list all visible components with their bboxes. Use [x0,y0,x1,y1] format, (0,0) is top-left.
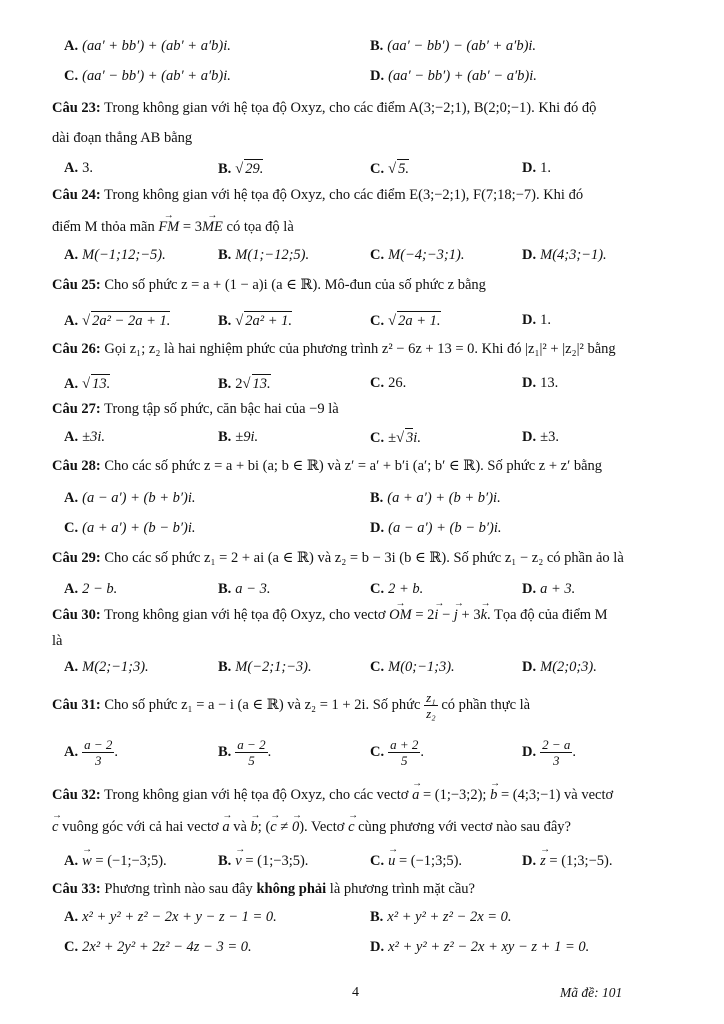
q22-option-c: C. (aa′ − bb′) + (ab′ + a′b)i. [64,68,231,84]
q25-option-c: C. √ 2a + 1. [370,313,441,329]
q32-option-a: A.→ w = (−1;−3;5). [64,852,167,870]
q30-stem-line1: Câu 30: Trong không gian với hệ tọa độ Oxyz, cho vectơ → OM = 2→ i − → j + 3→ k. Tọa độ của điểm M [52,606,608,624]
q28-stem: Câu 28: Cho các số phức z = a + bi (a; b ∈ ℝ) và z′ = a′ + b′i (a′; b′ ∈ ℝ). Số phức z + z′ bằng [52,458,603,474]
q30-option-b: B. M(−2;1;−3). [218,659,312,675]
q26-option-d: D. 13. [522,375,559,391]
q27-stem: Câu 27: Trong tập số phức, căn bậc hai của −9 là [52,401,339,417]
page-number: 4 [352,985,359,1000]
q28-option-d: D. (a − a′) + (b − b′)i. [370,520,502,536]
q31-option-a: A. $\frac{a - 2}{3}$ . [64,737,119,769]
vector-k: → k [481,606,487,624]
q33-option-d: D. x² + y² + z² − 2x + xy − z + 1 = 0. [370,939,590,955]
q24-option-a: A. M(−1;12;−5). [64,247,166,263]
q22-option-d: D. (aa′ − bb′) + (ab′ − a′b)i. [370,68,537,84]
q23-stem-line1: Câu 23: Trong không gian với hệ tọa độ Oxyz, cho các điểm A(3;−2;1), B(2;0;−1). Khi đó độ [52,100,597,116]
q32-option-c: C.→ u = (−1;3;5). [370,852,462,870]
q25-option-d: D. 1. [522,312,551,328]
q31-stem-fraction: $\frac{\text{z₁}}{\text{z₂}}$ [426,690,436,722]
q24-option-c: C. M(−4;−3;1). [370,247,465,263]
q33-stem: Câu 33: Phương trình nào sau đây không phải là phương trình mặt cầu? [52,881,475,897]
q26-option-a: A. √ 13. [64,376,111,392]
vector-fm: → FM [158,218,179,236]
q31-option-d: D. $\frac{2 - a}{3}$ . [522,737,577,769]
q23-stem-line2: dài đoạn thẳng AB bằng [52,130,193,146]
q28-option-b: B. (a + a′) + (b + b′)i. [370,490,501,506]
q33-option-c: C. 2x² + 2y² + 2z² − 4z − 3 = 0. [64,939,252,955]
q25-option-a: A. √ 2a² − 2a + 1. [64,313,171,329]
q33-option-a: A. x² + y² + z² − 2x + y − z − 1 = 0. [64,909,277,925]
vector-b: → b [490,786,497,804]
q23-option-a: A. 3. [64,160,93,176]
q27-option-d: D. ±3. [522,429,559,445]
q24-stem-line2: điểm M thỏa mãn → FM = 3→ ME có tọa độ là [52,218,294,236]
q33-option-b: B. x² + y² + z² − 2x = 0. [370,909,512,925]
vector-om: → OM [389,606,412,624]
q30-stem-line2: là [52,633,63,649]
vector-j: → j [454,606,458,624]
exam-code: Mã đề: 101 [560,985,623,1000]
q22-option-b: B. (aa′ − bb′) − (ab′ + a′b)i. [370,38,537,54]
q23-option-d: D. 1. [522,160,551,176]
q32-option-d: D.→ z = (1;3;−5). [522,852,612,870]
q32-stem-line1: Câu 32: Trong không gian với hệ tọa độ Oxyz, cho các vectơ → a = (1;−3;2); → b = (4;3;−1) và vectơ [52,786,613,804]
q28-option-c: C. (a + a′) + (b − b′)i. [64,520,196,536]
q24-option-b: B. M(1;−12;5). [218,247,310,263]
q29-stem: Câu 29: Cho các số phức z₁ = 2 + ai (a ∈ ℝ) và z₂ = b − 3i (b ∈ ℝ). Số phức z₁ − z₂ có phần ảo là [52,550,624,566]
q26-option-c: C. 26. [370,375,407,391]
q26-stem: Câu 26: Gọi z₁; z₂ là hai nghiệm phức của phương trình z² − 6z + 13 = 0. Khi đó |z₁|² + |z₂|² bằng [52,341,616,357]
q31-stem: Câu 31: Cho số phức z₁ = a − i (a ∈ ℝ) và z₂ = 1 + 2i. Số phức $\frac{\text{z₁}}{\text{z₂}}$ có phần thực là [52,690,531,722]
q23-option-b: B. √ 29. [218,161,264,177]
q26-option-b: B. 2√ 13. [218,376,271,392]
q29-option-a: A. 2 − b. [64,581,118,597]
q31-option-c: C. $\frac{a + 2}{5}$ . [370,737,425,769]
q23-option-c: C. √ 5. [370,161,409,177]
q31-option-b: B. $\frac{a - 2}{5}$ . [218,737,272,769]
q27-option-a: A. ±3i. [64,429,105,445]
vector-a: → a [412,786,419,804]
q32-stem-line2: → c vuông góc với cả hai vectơ → a và → b; (→ c ≠ → 0). Vectơ → c cùng phương với vectơ nào sau đây? [52,818,571,836]
vector-i: → i [434,606,438,624]
q25-option-b: B. √ 2a² + 1. [218,313,293,329]
q29-option-c: C. 2 + b. [370,581,424,597]
q32-option-b: B.→ v = (1;−3;5). [218,852,308,870]
q24-option-d: D. M(4;3;−1). [522,247,607,263]
q29-option-d: D. a + 3. [522,581,576,597]
q28-option-a: A. (a − a′) + (b + b′)i. [64,490,196,506]
q27-option-b: B. ±9i. [218,429,259,445]
q29-option-b: B. a − 3. [218,581,271,597]
q22-option-a: A. (aa′ + bb′) + (ab′ + a′b)i. [64,38,231,54]
vector-me: → ME [202,218,223,236]
q30-option-d: D. M(2;0;3). [522,659,597,675]
q27-option-c: C. ±√ 3i. [370,430,421,446]
q30-option-c: C. M(0;−1;3). [370,659,455,675]
q24-stem-line1: Câu 24: Trong không gian với hệ tọa độ Oxyz, cho các điểm E(3;−2;1), F(7;18;−7). Khi đó [52,187,584,203]
q30-option-a: A. M(2;−1;3). [64,659,149,675]
q25-stem: Câu 25: Cho số phức z = a + (1 − a)i (a ∈ ℝ). Mô-đun của số phức z bằng [52,277,486,293]
